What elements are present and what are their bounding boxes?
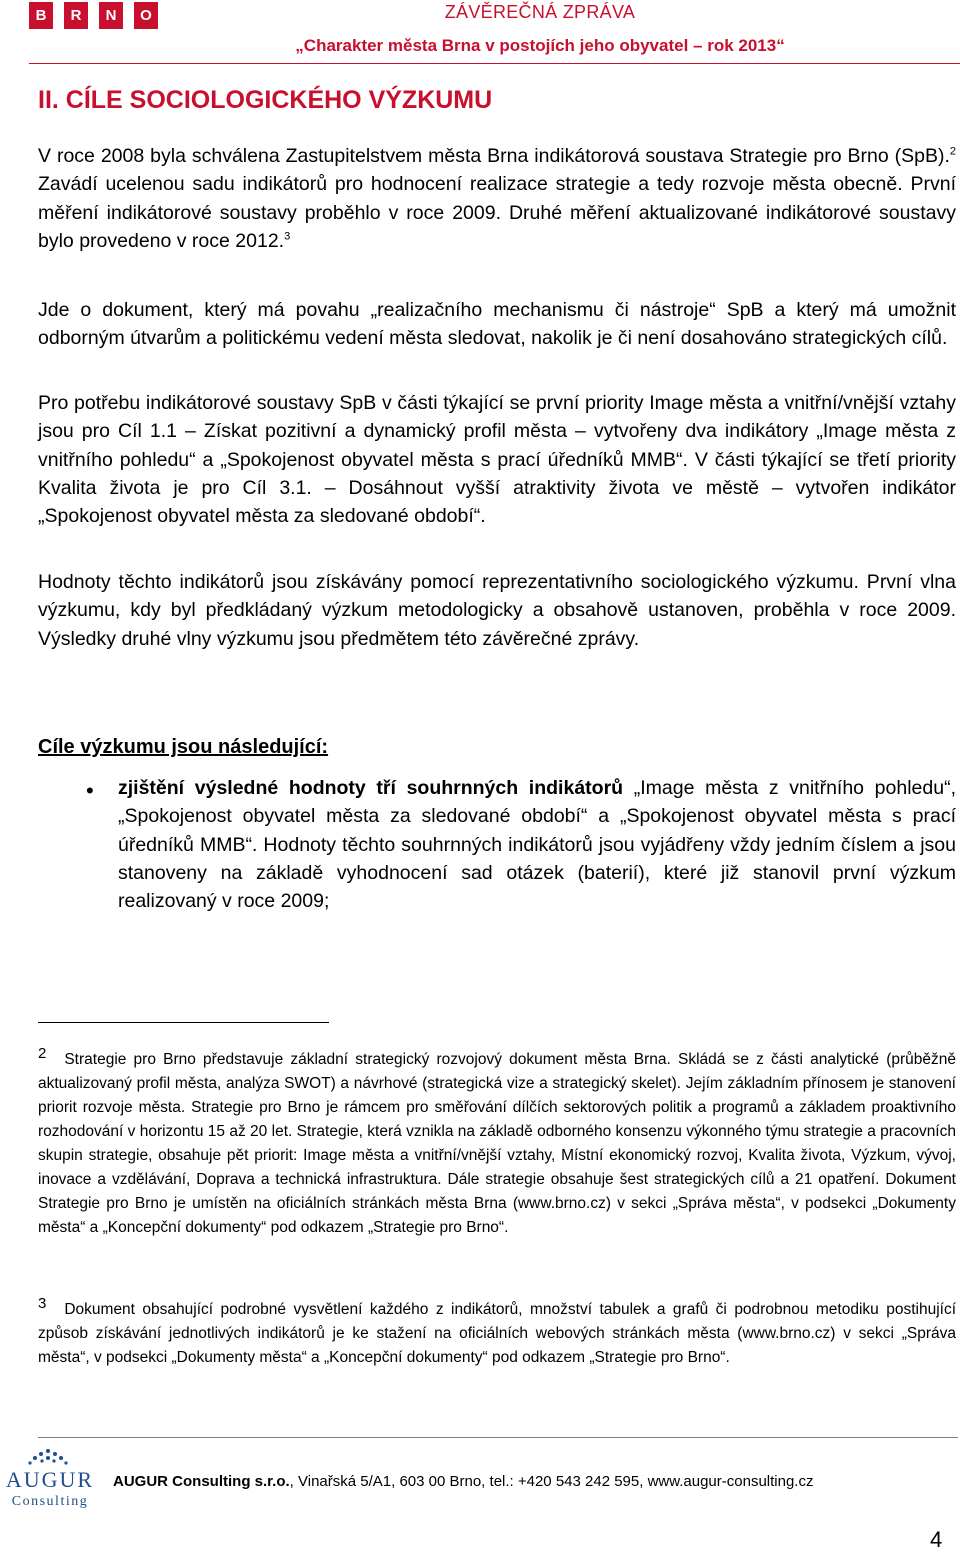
goal-list-item: [118, 774, 956, 915]
logo-letter-b: B: [29, 2, 53, 29]
augur-logo-name: AUGUR: [5, 1467, 95, 1492]
section-title: II. CÍLE SOCIOLOGICKÉHO VÝZKUMU: [38, 86, 493, 114]
footnote-divider: [38, 1022, 329, 1023]
footer-company: [113, 1473, 813, 1490]
augur-logo: [0, 1445, 100, 1510]
page-number: 4: [930, 1527, 943, 1552]
footnote-3-text: Dokument obsahující podrobné vysvětlení každého z indikátorů, množství tabulek a grafů či podrobnou metodiku postihující způsob získávání jednotlivých indikátorů je ke stažení na oficiálních webových stránkách města (www.brno.cz) v sekci „Správa města“, v podsekci „Dokumenty města“ a „Koncepční dokumenty“ pod odkazem „Strategie pro Brno“.: [38, 1301, 956, 1366]
goal-bold: zjištění výsledné hodnoty tří souhrnných indikátorů: [118, 777, 624, 799]
bullet-icon: •: [86, 778, 94, 803]
augur-logo-sub: Consulting: [11, 1494, 89, 1509]
logo-letter-r: R: [64, 2, 88, 29]
footnote-2-text: Strategie pro Brno představuje základní strategický rozvojový dokument města Brna. Skládá se z části analytické (průběžně aktualizovaný profil města, analýza SWOT) a návrhové (strategická vize a strategický skelet). Jejím základním přínosem je stanovení priorit rozvoje města. Strategie pro Brno je rámcem pro směřování dílčích sektorových politik a programů a základem proaktivního rozhodování v horizontu 15 až 20 let. Strategie, která vznikla na základě odborného konsenzu výkonného týmu strategie a pracovních skupin strategie, obsahuje pět priorit: Image města a vnitřní/vnější vztahy, Místní ekonomický rozvoj, Kvalita života, Výzkum, vývoj, inovace a vzdělávání, Doprava a technická infrastruktura. Dále strategie obsahuje šest strategických cílů a 21 opatření. Dokument Strategie pro Brno je umístěn na oficiálních stránkách města Brna (www.brno.cz) v sekci „Správa města“, v podsekci „Dokumenty města“ a „Koncepční dokumenty“ pod odkazem „Strategie pro Brno“.: [38, 1051, 956, 1236]
augur-logo-mark-icon: [28, 1449, 67, 1465]
logo-letter-n: N: [99, 2, 123, 29]
document-purpose-paragraph: Jde o dokument, který má povahu „realizačního mechanismu či nástroje“ SpB a který má umožnit odborným útvarům a politickému vedení města sledovat, nakolik je či není dosahováno strategických cílů.: [38, 299, 956, 350]
footnote-ref-2[interactable]: 2: [949, 145, 956, 158]
research-paragraph: Hodnoty těchto indikátorů jsou získávány pomocí reprezentativního sociologického výzkumu. První vlna výzkumu, kdy byl předkládaný výzkum metodologicky a obsahově ustanoven, proběhla v roce 2009. Výsledky druhé vlny výzkumu jsou předmětem této závěrečné zprávy.: [38, 571, 956, 650]
footer-company-details: , Vinařská 5/A1, 603 00 Brno, tel.: +420 543 242 595, www.augur-consulting.cz: [289, 1473, 814, 1490]
goals-heading: Cíle výzkumu jsou následující:: [38, 736, 329, 758]
footer-divider: [38, 1437, 958, 1438]
intro-text-b: Zavádí ucelenou sadu indikátorů pro hodnocení realizace strategie a tedy rozvoje města obecně. První měření indikátorové soustavy proběhlo v roce 2009. Druhé měření aktualizované indikátorové soustavy bylo provedeno v roce 2012.: [38, 173, 956, 252]
report-type: ZÁVĚREČNÁ ZPRÁVA: [444, 2, 636, 22]
indicators-paragraph: Pro potřebu indikátorové soustavy SpB v části týkající se první priority Image města a vnitřní/vnější vztahy jsou pro Cíl 1.1 – Získat pozitivní a dynamický profil města – vytvořeny dva indikátory „Image města z vnitřního pohledu“ a „Spokojenost obyvatel města s prací úředníků MMB“. V části týkající se třetí priority Kvalita života je pro Cíl 3.1. – Dosáhnout vyšší atraktivity života ve městě – vytvořen indikátor „Spokojenost obyvatel města za sledované období“.: [38, 392, 956, 528]
footnote-ref-3[interactable]: 3: [284, 230, 291, 243]
brno-logo: [29, 2, 158, 29]
footnote-3-number: 3: [38, 1294, 47, 1312]
footnote-3: [38, 1294, 956, 1370]
header-divider: [29, 63, 960, 64]
intro-text-a: V roce 2008 byla schválena Zastupitelstvem města Brna indikátorová soustava Strategie pro Brno (SpB).: [38, 145, 950, 167]
logo-letter-o: O: [134, 2, 158, 29]
report-title: „Charakter města Brna v postojích jeho obyvatel – rok 2013“: [295, 36, 785, 55]
footnote-2: [38, 1044, 956, 1240]
goal-text: „Image města z vnitřního pohledu“, „Spokojenost obyvatel města za sledované období“ a „Spokojenost obyvatel města s prací úředníků MMB“. Hodnoty těchto souhrnných indikátorů jsou vyjádřeny vždy jedním číslem a jsou stanoveny na základě vyhodnocení sad otázek (baterií), které již stanovil první výzkum realizovaný v roce 2009;: [118, 777, 956, 913]
footer-company-name: AUGUR Consulting s.r.o.: [113, 1473, 290, 1490]
intro-paragraph: [38, 142, 956, 255]
footnote-2-number: 2: [38, 1044, 47, 1062]
